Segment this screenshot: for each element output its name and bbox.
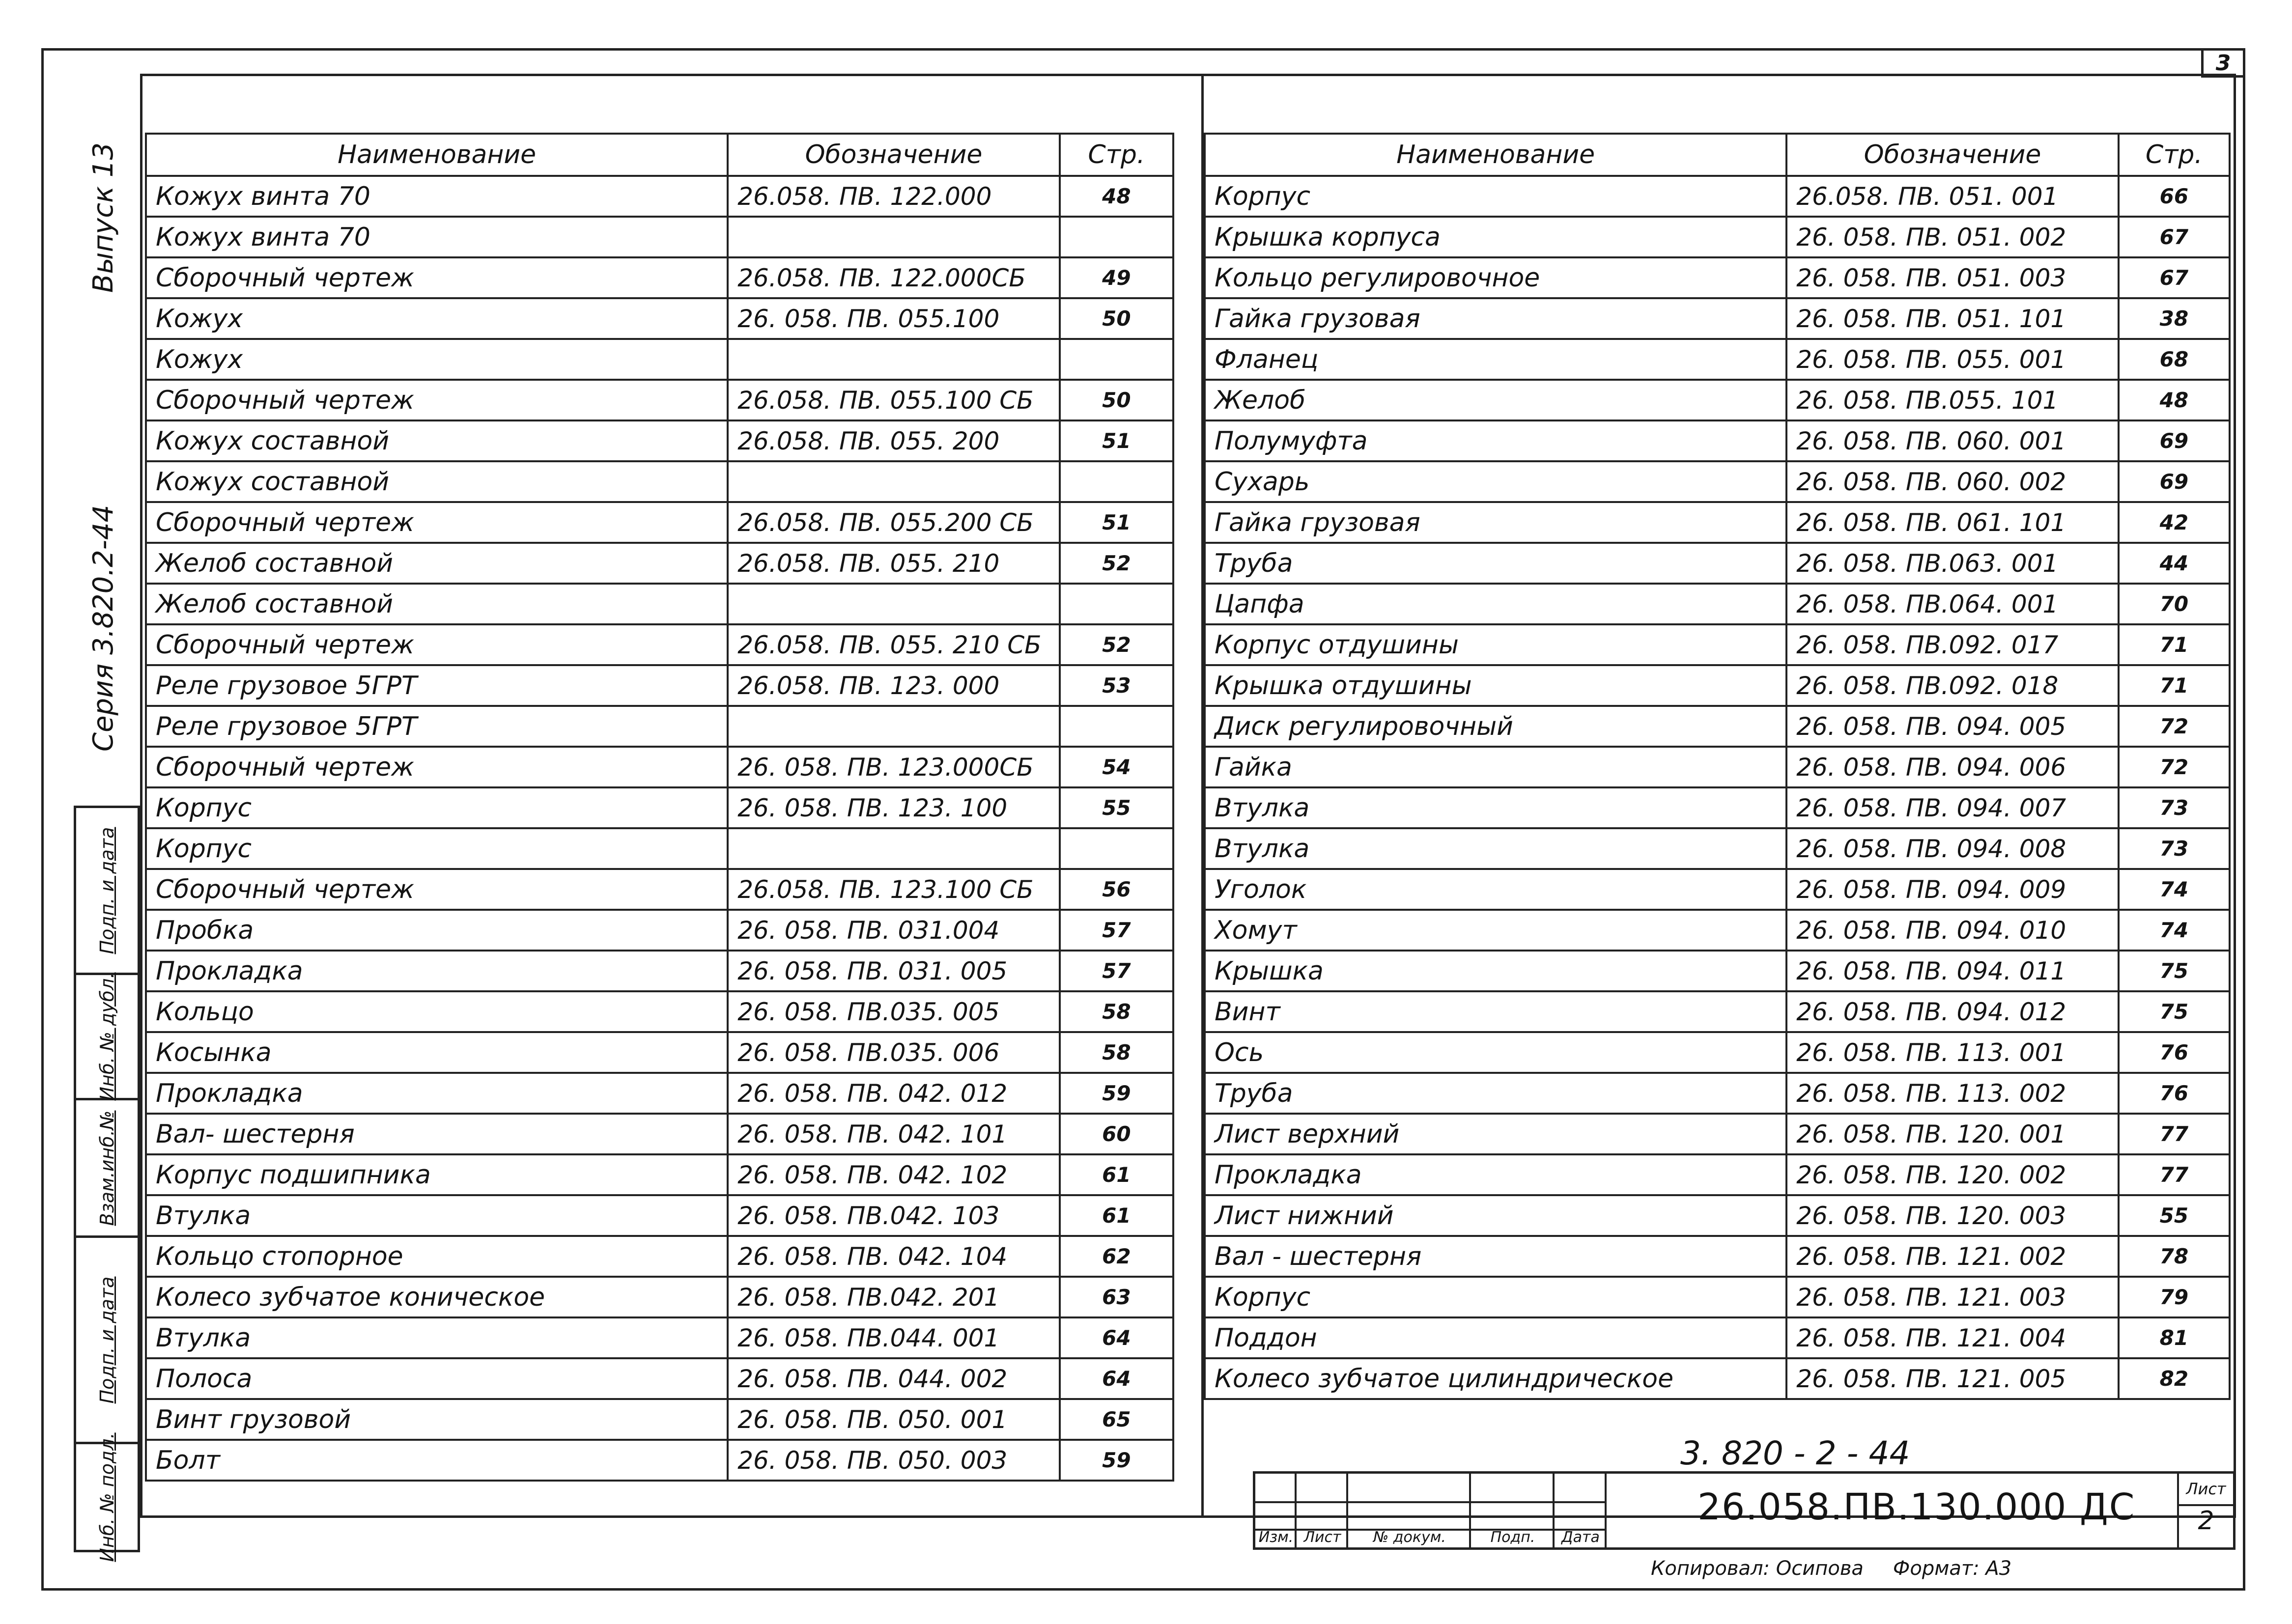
table-row <box>1205 461 2230 502</box>
item-designation: 26. 058. ПВ. 051. 003 <box>1786 257 2119 298</box>
item-page: 77 <box>2119 1154 2230 1195</box>
item-page: 49 <box>1060 257 1173 298</box>
right-spec-table <box>1204 133 2231 1400</box>
item-name: Полумуфта <box>1205 420 1786 461</box>
item-name: Корпус <box>146 828 728 869</box>
item-designation: 26. 058. ПВ. 042. 104 <box>728 1236 1060 1277</box>
header-name: Наименование <box>146 134 728 176</box>
item-designation: 26. 058. ПВ.064. 001 <box>1786 584 2119 624</box>
item-page: 53 <box>1060 665 1173 706</box>
item-page: 69 <box>2119 420 2230 461</box>
item-designation: 26. 058. ПВ. 050. 001 <box>728 1399 1060 1440</box>
item-page: 76 <box>2119 1032 2230 1073</box>
item-page: 75 <box>2119 991 2230 1032</box>
item-designation <box>728 217 1060 257</box>
item-name: Желоб составной <box>146 584 728 624</box>
item-designation: 26.058. ПВ. 122.000 <box>728 176 1060 217</box>
item-designation: 26.058. ПВ. 122.000СБ <box>728 257 1060 298</box>
item-designation: 26. 058. ПВ. 061. 101 <box>1786 502 2119 543</box>
sheet-box <box>2177 1474 2233 1547</box>
item-designation: 26. 058. ПВ. 094. 007 <box>1786 787 2119 828</box>
item-page: 51 <box>1060 420 1173 461</box>
item-page: 42 <box>2119 502 2230 543</box>
item-page: 75 <box>2119 951 2230 991</box>
header-name: Наименование <box>1205 134 1786 176</box>
item-page: 73 <box>2119 787 2230 828</box>
table-row <box>1205 624 2230 665</box>
item-page: 72 <box>2119 747 2230 787</box>
item-name: Кожух <box>146 298 728 339</box>
table-row <box>146 380 1173 420</box>
item-name: Сборочный чертеж <box>146 624 728 665</box>
table-row <box>146 1154 1173 1195</box>
table-row <box>146 298 1173 339</box>
item-page: 44 <box>2119 543 2230 584</box>
table-row <box>1205 747 2230 787</box>
item-page: 50 <box>1060 380 1173 420</box>
table-row <box>146 217 1173 257</box>
item-designation: 26. 058. ПВ. 042. 101 <box>728 1114 1060 1154</box>
item-name: Втулка <box>146 1317 728 1358</box>
item-page: 57 <box>1060 951 1173 991</box>
item-name: Желоб <box>1205 380 1786 420</box>
table-row <box>146 1399 1173 1440</box>
item-designation: 26. 058. ПВ. 031.004 <box>728 910 1060 951</box>
item-page: 74 <box>2119 869 2230 910</box>
item-designation <box>728 706 1060 747</box>
header-designation: Обозначение <box>728 134 1060 176</box>
table-row <box>1205 257 2230 298</box>
item-name: Сборочный чертеж <box>146 502 728 543</box>
item-name: Гайка <box>1205 747 1786 787</box>
item-page: 55 <box>2119 1195 2230 1236</box>
item-name: Лист верхний <box>1205 1114 1786 1154</box>
revision-grid <box>1255 1474 1607 1547</box>
item-page: 50 <box>1060 298 1173 339</box>
item-page: 72 <box>2119 706 2230 747</box>
table-row <box>146 420 1173 461</box>
item-page: 77 <box>2119 1114 2230 1154</box>
item-name: Кожух <box>146 339 728 380</box>
item-name: Кольцо стопорное <box>146 1236 728 1277</box>
table-row <box>1205 543 2230 584</box>
item-page: 76 <box>2119 1073 2230 1114</box>
item-designation: 26. 058. ПВ.092. 018 <box>1786 665 2119 706</box>
table-row <box>146 991 1173 1032</box>
item-name: Ось <box>1205 1032 1786 1073</box>
side-caption <box>74 142 138 771</box>
item-name: Корпус <box>1205 1277 1786 1317</box>
item-designation: 26.058. ПВ. 055. 210 <box>728 543 1060 584</box>
item-page: 81 <box>2119 1317 2230 1358</box>
table-row <box>146 747 1173 787</box>
table-row <box>146 1073 1173 1114</box>
col-label-sheet: Лист <box>1303 1529 1341 1546</box>
item-name: Болт <box>146 1440 728 1481</box>
table-row <box>146 543 1173 584</box>
document-code: 26.058.ПВ.130.000 ДС <box>1698 1486 2136 1528</box>
format-label: Формат: А3 <box>1893 1557 2012 1580</box>
title-block <box>1253 1471 2235 1550</box>
item-name: Труба <box>1205 543 1786 584</box>
table-row <box>146 1317 1173 1358</box>
table-row <box>146 951 1173 991</box>
item-page: 57 <box>1060 910 1173 951</box>
table-row <box>1205 584 2230 624</box>
item-page: 55 <box>1060 787 1173 828</box>
item-designation: 26. 058. ПВ. 120. 002 <box>1786 1154 2119 1195</box>
item-page: 66 <box>2119 176 2230 217</box>
table-row <box>1205 1154 2230 1195</box>
table-row <box>1205 217 2230 257</box>
table-row <box>1205 828 2230 869</box>
footer <box>1651 1557 2011 1580</box>
table-row <box>146 584 1173 624</box>
item-name: Кожух винта 70 <box>146 217 728 257</box>
item-page: 51 <box>1060 502 1173 543</box>
item-name: Гайка грузовая <box>1205 298 1786 339</box>
series-code: 3. 820 - 2 - 44 <box>1680 1434 1910 1472</box>
item-page: 82 <box>2119 1358 2230 1399</box>
item-page <box>1060 461 1173 502</box>
item-name: Кольцо регулировочное <box>1205 257 1786 298</box>
item-page: 62 <box>1060 1236 1173 1277</box>
col-label-change: Изм. <box>1258 1529 1294 1546</box>
item-page: 79 <box>2119 1277 2230 1317</box>
item-designation <box>728 584 1060 624</box>
item-designation: 26. 058. ПВ. 050. 003 <box>728 1440 1060 1481</box>
table-row <box>146 828 1173 869</box>
header-page: Стр. <box>1060 134 1173 176</box>
table-row <box>146 787 1173 828</box>
item-designation: 26. 058. ПВ. 051. 101 <box>1786 298 2119 339</box>
table-row <box>1205 420 2230 461</box>
table-row <box>146 624 1173 665</box>
item-name: Труба <box>1205 1073 1786 1114</box>
item-name: Крышка отдушины <box>1205 665 1786 706</box>
item-page: 58 <box>1060 991 1173 1032</box>
table-row <box>1205 502 2230 543</box>
item-page: 74 <box>2119 910 2230 951</box>
item-designation: 26. 058. ПВ. 113. 001 <box>1786 1032 2119 1073</box>
col-label-doc-number: № докум. <box>1373 1529 1446 1546</box>
item-page: 60 <box>1060 1114 1173 1154</box>
table-row <box>146 910 1173 951</box>
item-page: 38 <box>2119 298 2230 339</box>
table-row <box>1205 910 2230 951</box>
item-name: Желоб составной <box>146 543 728 584</box>
item-name: Сборочный чертеж <box>146 869 728 910</box>
table-row <box>1205 1032 2230 1073</box>
item-designation: 26. 058. ПВ. 120. 001 <box>1786 1114 2119 1154</box>
table-row <box>1205 706 2230 747</box>
table-row <box>146 1358 1173 1399</box>
item-designation <box>728 828 1060 869</box>
item-name: Крышка <box>1205 951 1786 991</box>
item-designation: 26. 058. ПВ. 094. 008 <box>1786 828 2119 869</box>
item-page: 78 <box>2119 1236 2230 1277</box>
item-name: Винт <box>1205 991 1786 1032</box>
table-row <box>146 1277 1173 1317</box>
series-caption: Серия 3.820.2-44 <box>87 504 119 752</box>
item-name: Сборочный чертеж <box>146 257 728 298</box>
item-designation: 26. 058. ПВ. 123.000СБ <box>728 747 1060 787</box>
item-name: Диск регулировочный <box>1205 706 1786 747</box>
item-page: 71 <box>2119 665 2230 706</box>
approval-stamp <box>74 806 140 1562</box>
item-designation: 26. 058. ПВ. 031. 005 <box>728 951 1060 991</box>
item-page <box>1060 584 1173 624</box>
item-page <box>1060 828 1173 869</box>
table-row <box>1205 1114 2230 1154</box>
item-page: 48 <box>2119 380 2230 420</box>
item-name: Колесо зубчатое цилиндрическое <box>1205 1358 1786 1399</box>
item-name: Цапфа <box>1205 584 1786 624</box>
item-designation: 26. 058. ПВ.063. 001 <box>1786 543 2119 584</box>
item-name: Винт грузовой <box>146 1399 728 1440</box>
item-designation: 26. 058. ПВ. 055. 001 <box>1786 339 2119 380</box>
item-name: Втулка <box>1205 787 1786 828</box>
item-name: Кольцо <box>146 991 728 1032</box>
item-designation: 26. 058. ПВ.044. 001 <box>728 1317 1060 1358</box>
table-row <box>146 869 1173 910</box>
item-name: Вал- шестерня <box>146 1114 728 1154</box>
table-row <box>1205 339 2230 380</box>
item-page: 64 <box>1060 1358 1173 1399</box>
item-designation: 26. 058. ПВ. 051. 002 <box>1786 217 2119 257</box>
item-name: Кожух составной <box>146 461 728 502</box>
header-designation: Обозначение <box>1786 134 2119 176</box>
item-designation: 26. 058. ПВ.035. 006 <box>728 1032 1060 1073</box>
item-designation: 26. 058. ПВ. 044. 002 <box>728 1358 1060 1399</box>
table-row <box>146 1114 1173 1154</box>
sheet-number: 2 <box>2198 1506 2214 1536</box>
table-row <box>1205 1317 2230 1358</box>
table-row <box>146 176 1173 217</box>
item-name: Полоса <box>146 1358 728 1399</box>
item-page: 61 <box>1060 1195 1173 1236</box>
item-page <box>1060 339 1173 380</box>
table-row <box>146 665 1173 706</box>
item-name: Корпус отдушины <box>1205 624 1786 665</box>
item-designation: 26. 058. ПВ. 042. 102 <box>728 1154 1060 1195</box>
table-row <box>1205 298 2230 339</box>
table-row <box>1205 1358 2230 1399</box>
table-row <box>1205 1195 2230 1236</box>
table-row <box>146 461 1173 502</box>
item-designation: 26. 058. ПВ.055. 101 <box>1786 380 2119 420</box>
header-page: Стр. <box>2119 134 2230 176</box>
left-table-body <box>146 176 1173 1481</box>
item-designation: 26.058. ПВ. 055.200 СБ <box>728 502 1060 543</box>
item-designation: 26.058. ПВ. 055. 200 <box>728 420 1060 461</box>
item-name: Вал - шестерня <box>1205 1236 1786 1277</box>
right-table-body <box>1205 176 2230 1399</box>
item-page: 68 <box>2119 339 2230 380</box>
table-row <box>146 1195 1173 1236</box>
item-name: Крышка корпуса <box>1205 217 1786 257</box>
item-page <box>1060 217 1173 257</box>
item-name: Корпус <box>1205 176 1786 217</box>
table-row <box>1205 665 2230 706</box>
item-designation: 26. 058. ПВ. 113. 002 <box>1786 1073 2119 1114</box>
item-page: 69 <box>2119 461 2230 502</box>
item-designation: 26. 058. ПВ. 094. 010 <box>1786 910 2119 951</box>
table-row <box>1205 176 2230 217</box>
item-designation: 26. 058. ПВ.092. 017 <box>1786 624 2119 665</box>
item-page: 56 <box>1060 869 1173 910</box>
table-row <box>146 1440 1173 1481</box>
item-name: Втулка <box>146 1195 728 1236</box>
item-designation: 26. 058. ПВ. 060. 001 <box>1786 420 2119 461</box>
table-row <box>146 339 1173 380</box>
item-name: Сборочный чертеж <box>146 380 728 420</box>
table-row <box>146 706 1173 747</box>
table-row <box>1205 1073 2230 1114</box>
issue-caption: Выпуск 13 <box>87 142 119 293</box>
item-name: Уголок <box>1205 869 1786 910</box>
item-designation: 26. 058. ПВ.042. 103 <box>728 1195 1060 1236</box>
table-header-row <box>1205 134 2230 176</box>
item-name: Втулка <box>1205 828 1786 869</box>
item-name: Кожух составной <box>146 420 728 461</box>
item-name: Хомут <box>1205 910 1786 951</box>
item-designation: 26. 058. ПВ. 055.100 <box>728 298 1060 339</box>
item-name: Поддон <box>1205 1317 1786 1358</box>
item-designation: 26. 058. ПВ. 042. 012 <box>728 1073 1060 1114</box>
item-designation: 26. 058. ПВ. 121. 002 <box>1786 1236 2119 1277</box>
item-name: Прокладка <box>146 1073 728 1114</box>
table-row <box>1205 951 2230 991</box>
item-page: 73 <box>2119 828 2230 869</box>
item-designation: 26. 058. ПВ. 123. 100 <box>728 787 1060 828</box>
item-designation: 26. 058. ПВ.035. 005 <box>728 991 1060 1032</box>
item-name: Реле грузовое 5ГРТ <box>146 706 728 747</box>
item-designation: 26. 058. ПВ. 121. 005 <box>1786 1358 2119 1399</box>
item-page: 52 <box>1060 624 1173 665</box>
item-designation: 26.058. ПВ. 123.100 СБ <box>728 869 1060 910</box>
item-name: Фланец <box>1205 339 1786 380</box>
item-designation: 26. 058. ПВ. 094. 012 <box>1786 991 2119 1032</box>
table-header-row <box>146 134 1173 176</box>
item-designation: 26.058. ПВ. 055.100 СБ <box>728 380 1060 420</box>
item-name: Гайка грузовая <box>1205 502 1786 543</box>
sheet-label: Лист <box>2179 1474 2233 1506</box>
item-page: 54 <box>1060 747 1173 787</box>
item-name: Косынка <box>146 1032 728 1073</box>
item-designation: 26.058. ПВ. 051. 001 <box>1786 176 2119 217</box>
table-row <box>146 502 1173 543</box>
item-designation: 26. 058. ПВ. 121. 004 <box>1786 1317 2119 1358</box>
item-name: Сухарь <box>1205 461 1786 502</box>
item-page: 52 <box>1060 543 1173 584</box>
left-spec-table <box>145 133 1174 1482</box>
item-designation: 26. 058. ПВ. 060. 002 <box>1786 461 2119 502</box>
table-row <box>146 1236 1173 1277</box>
page-number: 3 <box>2201 48 2245 78</box>
item-designation: 26.058. ПВ. 123. 000 <box>728 665 1060 706</box>
item-page: 61 <box>1060 1154 1173 1195</box>
item-designation <box>728 339 1060 380</box>
item-name: Пробка <box>146 910 728 951</box>
table-row <box>146 257 1173 298</box>
item-page: 67 <box>2119 257 2230 298</box>
item-page: 63 <box>1060 1277 1173 1317</box>
item-page: 65 <box>1060 1399 1173 1440</box>
item-name: Сборочный чертеж <box>146 747 728 787</box>
item-page: 48 <box>1060 176 1173 217</box>
item-name: Корпус подшипника <box>146 1154 728 1195</box>
table-row <box>1205 787 2230 828</box>
item-designation <box>728 461 1060 502</box>
copied-by: Копировал: Осипова <box>1651 1557 1864 1580</box>
item-page: 59 <box>1060 1073 1173 1114</box>
stamp-label: Подп. и дата <box>96 1276 118 1403</box>
item-page: 58 <box>1060 1032 1173 1073</box>
item-designation: 26. 058. ПВ.042. 201 <box>728 1277 1060 1317</box>
table-row <box>1205 869 2230 910</box>
table-row <box>1205 1277 2230 1317</box>
item-name: Прокладка <box>146 951 728 991</box>
stamp-label: Подп. и дата <box>96 827 118 954</box>
table-row <box>1205 991 2230 1032</box>
stamp-label: Взам.инб.№ <box>96 1110 118 1226</box>
item-page <box>1060 706 1173 747</box>
item-designation: 26. 058. ПВ. 121. 003 <box>1786 1277 2119 1317</box>
item-designation: 26. 058. ПВ. 094. 006 <box>1786 747 2119 787</box>
item-name: Корпус <box>146 787 728 828</box>
item-page: 59 <box>1060 1440 1173 1481</box>
stamp-label: Инб. № дубл. <box>96 972 118 1101</box>
table-row <box>146 1032 1173 1073</box>
item-page: 67 <box>2119 217 2230 257</box>
item-name: Колесо зубчатое коническое <box>146 1277 728 1317</box>
col-label-signature: Подп. <box>1490 1529 1535 1546</box>
item-page: 71 <box>2119 624 2230 665</box>
item-designation: 26. 058. ПВ. 094. 009 <box>1786 869 2119 910</box>
table-row <box>1205 1236 2230 1277</box>
item-name: Лист нижний <box>1205 1195 1786 1236</box>
item-name: Прокладка <box>1205 1154 1786 1195</box>
stamp-label: Инб. № подл. <box>96 1432 118 1562</box>
item-designation: 26.058. ПВ. 055. 210 СБ <box>728 624 1060 665</box>
item-designation: 26. 058. ПВ. 094. 005 <box>1786 706 2119 747</box>
item-page: 64 <box>1060 1317 1173 1358</box>
item-name: Реле грузовое 5ГРТ <box>146 665 728 706</box>
item-page: 70 <box>2119 584 2230 624</box>
item-designation: 26. 058. ПВ. 094. 011 <box>1786 951 2119 991</box>
table-row <box>1205 380 2230 420</box>
item-name: Кожух винта 70 <box>146 176 728 217</box>
col-label-date: Дата <box>1561 1529 1600 1546</box>
item-designation: 26. 058. ПВ. 120. 003 <box>1786 1195 2119 1236</box>
